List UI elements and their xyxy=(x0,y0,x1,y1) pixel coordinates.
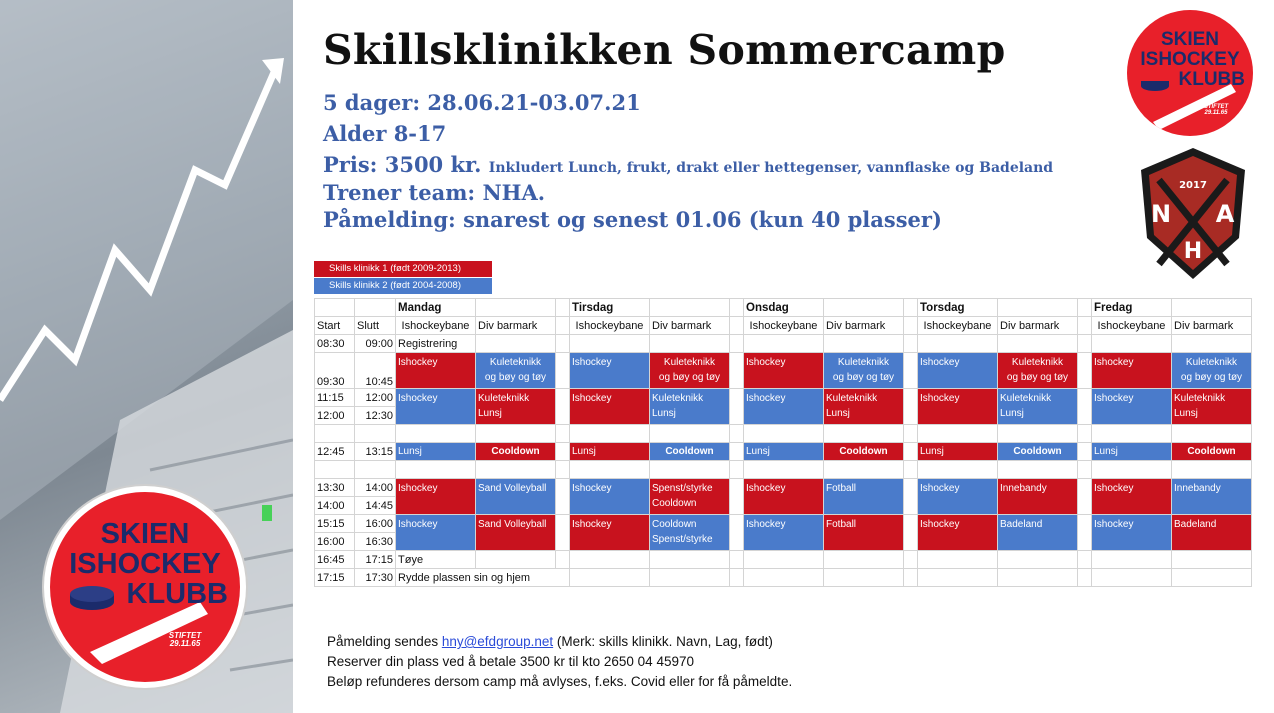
activity-cell: Sand Volleyball xyxy=(476,479,556,515)
table-row xyxy=(315,551,1252,569)
cleanup-cell: Rydde plassen sin og hjem xyxy=(396,569,570,587)
table-row xyxy=(315,299,1252,317)
time-start: 09:30 xyxy=(315,353,355,389)
table-row xyxy=(315,335,1252,353)
activity-label: Lunsj xyxy=(478,408,502,419)
activity-label: Spenst/styrke xyxy=(652,534,713,545)
registration-cell: Registrering xyxy=(396,335,476,353)
time-start: 15:15 xyxy=(315,515,355,533)
logo-small-stiftet-label: STIFTET xyxy=(1203,104,1229,110)
info-price: Pris: 3500 kr. xyxy=(323,152,482,177)
time-start: 13:30 xyxy=(315,479,355,497)
info-price-note: Inkludert Lunch, frukt, drakt eller hettegenser, vannflaske og Badeland xyxy=(488,160,1054,176)
legend-klinikk-2: Skills klinikk 2 (født 2004-2008) xyxy=(314,278,492,294)
logo-stiftet-date: 29.11.65 xyxy=(169,639,201,649)
activity-cell: Lunsj xyxy=(918,443,998,461)
activity-cell: Ishockey xyxy=(1092,389,1172,425)
activity-cell: Ishockey xyxy=(396,515,476,551)
activity-cell: Ishockey xyxy=(1092,479,1172,515)
info-dates: 5 dager: 28.06.21-03.07.21 xyxy=(323,90,641,115)
activity-label: og bøy og tøy xyxy=(1180,372,1243,383)
activity-cell: Ishockey xyxy=(570,353,650,389)
col-ice: Ishockeybane xyxy=(744,317,824,335)
activity-label: Kuleteknikk xyxy=(1000,393,1052,404)
nha-letter-a: A xyxy=(1215,200,1235,228)
logo-small-line-skien: SKIEN xyxy=(1160,29,1220,50)
time-end: 13:15 xyxy=(355,443,396,461)
footer-line-3: Beløp refunderes dersom camp må avlyses, f.eks. Covid eller for få påmeldte. xyxy=(327,674,793,689)
time-end: 17:30 xyxy=(355,569,396,587)
activity-cell: Ishockey xyxy=(1092,353,1172,389)
activity-label: Kuleteknikk xyxy=(652,393,704,404)
activity-cell xyxy=(998,353,1078,389)
activity-cell: Lunsj xyxy=(744,443,824,461)
activity-cell: Fotball xyxy=(824,479,904,515)
activity-cell xyxy=(824,389,904,425)
activity-label: Kuleteknikk xyxy=(826,393,878,404)
activity-label: Kuleteknikk xyxy=(489,357,542,368)
end-header: Slutt xyxy=(355,317,396,335)
nha-logo xyxy=(1137,146,1249,281)
activity-label: Kuleteknikk xyxy=(478,393,530,404)
activity-label: Lunsj xyxy=(1000,408,1024,419)
table-row xyxy=(315,461,1252,479)
time-end: 12:30 xyxy=(355,407,396,425)
activity-cell: Ishockey xyxy=(396,389,476,425)
table-row xyxy=(315,569,1252,587)
activity-cell: Cooldown xyxy=(1172,443,1252,461)
nha-shield-icon xyxy=(1137,146,1249,281)
time-start: 12:45 xyxy=(315,443,355,461)
start-header: Start xyxy=(315,317,355,335)
activity-label: og bøy og tøy xyxy=(484,372,547,383)
activity-label: Spenst/styrke xyxy=(652,483,713,494)
table-row xyxy=(315,317,1252,335)
activity-cell xyxy=(476,389,556,425)
activity-cell xyxy=(476,353,556,389)
footer-signup-post: (Merk: skills klinikk. Navn, Lag, født) xyxy=(553,634,773,649)
col-div: Div barmark xyxy=(1172,317,1252,335)
time-start: 17:15 xyxy=(315,569,355,587)
logo-line-ishockey: ISHOCKEY xyxy=(69,548,221,580)
col-div: Div barmark xyxy=(824,317,904,335)
activity-cell: Cooldown xyxy=(650,443,730,461)
activity-cell xyxy=(998,389,1078,425)
activity-cell: Ishockey xyxy=(744,515,824,551)
activity-cell: Cooldown xyxy=(476,443,556,461)
activity-cell: Ishockey xyxy=(396,479,476,515)
activity-cell: Innebandy xyxy=(998,479,1078,515)
info-age: Alder 8-17 xyxy=(323,121,447,146)
time-start: 14:00 xyxy=(315,497,355,515)
col-ice: Ishockeybane xyxy=(396,317,476,335)
table-row xyxy=(315,515,1252,533)
info-trainers: Trener team: NHA. xyxy=(323,180,546,205)
footer-line-1 xyxy=(327,634,773,649)
activity-cell: Badeland xyxy=(1172,515,1252,551)
activity-label: Kuleteknikk xyxy=(837,357,890,368)
activity-cell: Cooldown xyxy=(824,443,904,461)
col-div: Div barmark xyxy=(998,317,1078,335)
time-start: 16:00 xyxy=(315,533,355,551)
activity-cell xyxy=(650,353,730,389)
time-end: 10:45 xyxy=(355,353,396,389)
activity-cell: Lunsj xyxy=(1092,443,1172,461)
page-title: Skillsklinikken Sommercamp xyxy=(323,26,1006,74)
activity-cell: Ishockey xyxy=(1092,515,1172,551)
activity-cell xyxy=(1172,353,1252,389)
activity-label: Lunsj xyxy=(1174,408,1198,419)
day-header-tuesday: Tirsdag xyxy=(570,299,650,317)
activity-label: Kuleteknikk xyxy=(663,357,716,368)
activity-cell xyxy=(650,389,730,425)
nha-letter-h: H xyxy=(1183,239,1203,264)
legend-klinikk-1: Skills klinikk 1 (født 2009-2013) xyxy=(314,261,492,277)
activity-cell xyxy=(650,515,730,551)
time-end: 16:00 xyxy=(355,515,396,533)
club-logo-large xyxy=(44,486,246,688)
activity-cell: Lunsj xyxy=(570,443,650,461)
nha-year: 2017 xyxy=(1179,180,1207,191)
time-end: 16:30 xyxy=(355,533,396,551)
activity-label: Kuleteknikk xyxy=(1174,393,1226,404)
activity-cell: Ishockey xyxy=(570,515,650,551)
activity-cell: Fotball xyxy=(824,515,904,551)
footer-signup-pre: Påmelding sendes xyxy=(327,634,442,649)
activity-label: og bøy og tøy xyxy=(658,372,721,383)
activity-cell xyxy=(1172,389,1252,425)
col-div: Div barmark xyxy=(650,317,730,335)
activity-label: Lunsj xyxy=(826,408,850,419)
table-row xyxy=(315,479,1252,497)
activity-label: og bøy og tøy xyxy=(1006,372,1069,383)
table-row xyxy=(315,389,1252,407)
logo-small-line-klubb: KLUBB xyxy=(1178,69,1245,90)
activity-cell: Ishockey xyxy=(918,479,998,515)
stretch-cell: Tøye xyxy=(396,551,476,569)
activity-cell: Sand Volleyball xyxy=(476,515,556,551)
activity-cell: Ishockey xyxy=(918,353,998,389)
table-row xyxy=(315,443,1252,461)
time-end: 14:45 xyxy=(355,497,396,515)
time-end: 14:00 xyxy=(355,479,396,497)
activity-cell: Cooldown xyxy=(998,443,1078,461)
logo-small-line-ishockey: ISHOCKEY xyxy=(1140,49,1240,70)
activity-cell: Ishockey xyxy=(570,479,650,515)
activity-cell xyxy=(824,353,904,389)
time-end: 09:00 xyxy=(355,335,396,353)
activity-cell: Ishockey xyxy=(744,389,824,425)
activity-label: Kuleteknikk xyxy=(1011,357,1064,368)
activity-cell: Ishockey xyxy=(918,515,998,551)
time-start: 08:30 xyxy=(315,335,355,353)
logo-line-skien: SKIEN xyxy=(100,518,190,550)
footer-line-2: Reserver din plass ved å betale 3500 kr til kto 2650 04 45970 xyxy=(327,654,694,669)
activity-cell xyxy=(650,479,730,515)
day-header-thursday: Torsdag xyxy=(918,299,998,317)
activity-cell: Lunsj xyxy=(396,443,476,461)
schedule-table xyxy=(314,298,1252,587)
logo-line-klubb: KLUBB xyxy=(126,578,228,610)
logo-small-stiftet-date: 29.11.65 xyxy=(1204,110,1228,117)
day-header-monday: Mandag xyxy=(396,299,476,317)
activity-label: og bøy og tøy xyxy=(832,372,895,383)
time-end: 12:00 xyxy=(355,389,396,407)
table-row xyxy=(315,353,1252,389)
info-signup: Påmelding: snarest og senest 01.06 (kun 40 plasser) xyxy=(323,207,942,232)
time-start: 12:00 xyxy=(315,407,355,425)
time-start: 11:15 xyxy=(315,389,355,407)
nha-letter-n: N xyxy=(1150,200,1172,228)
activity-cell: Ishockey xyxy=(570,389,650,425)
activity-cell: Ishockey xyxy=(744,353,824,389)
activity-label: Kuleteknikk xyxy=(1185,357,1238,368)
activity-cell: Ishockey xyxy=(396,353,476,389)
activity-cell: Ishockey xyxy=(744,479,824,515)
col-ice: Ishockeybane xyxy=(1092,317,1172,335)
time-end: 17:15 xyxy=(355,551,396,569)
day-header-friday: Fredag xyxy=(1092,299,1172,317)
col-ice: Ishockeybane xyxy=(918,317,998,335)
col-ice: Ishockeybane xyxy=(570,317,650,335)
activity-label: Lunsj xyxy=(652,408,676,419)
activity-cell: Badeland xyxy=(998,515,1078,551)
activity-cell: Ishockey xyxy=(918,389,998,425)
logo-stiftet-label: STIFTET xyxy=(168,631,202,640)
info-price-line xyxy=(323,152,1053,177)
time-start: 16:45 xyxy=(315,551,355,569)
day-header-wednesday: Onsdag xyxy=(744,299,824,317)
club-logo-small xyxy=(1127,10,1253,136)
email-link[interactable]: hny@efdgroup.net xyxy=(441,634,554,649)
col-div: Div barmark xyxy=(476,317,556,335)
activity-label: Cooldown xyxy=(652,519,697,530)
table-row xyxy=(315,425,1252,443)
activity-label: Cooldown xyxy=(652,498,697,509)
activity-cell: Innebandy xyxy=(1172,479,1252,515)
